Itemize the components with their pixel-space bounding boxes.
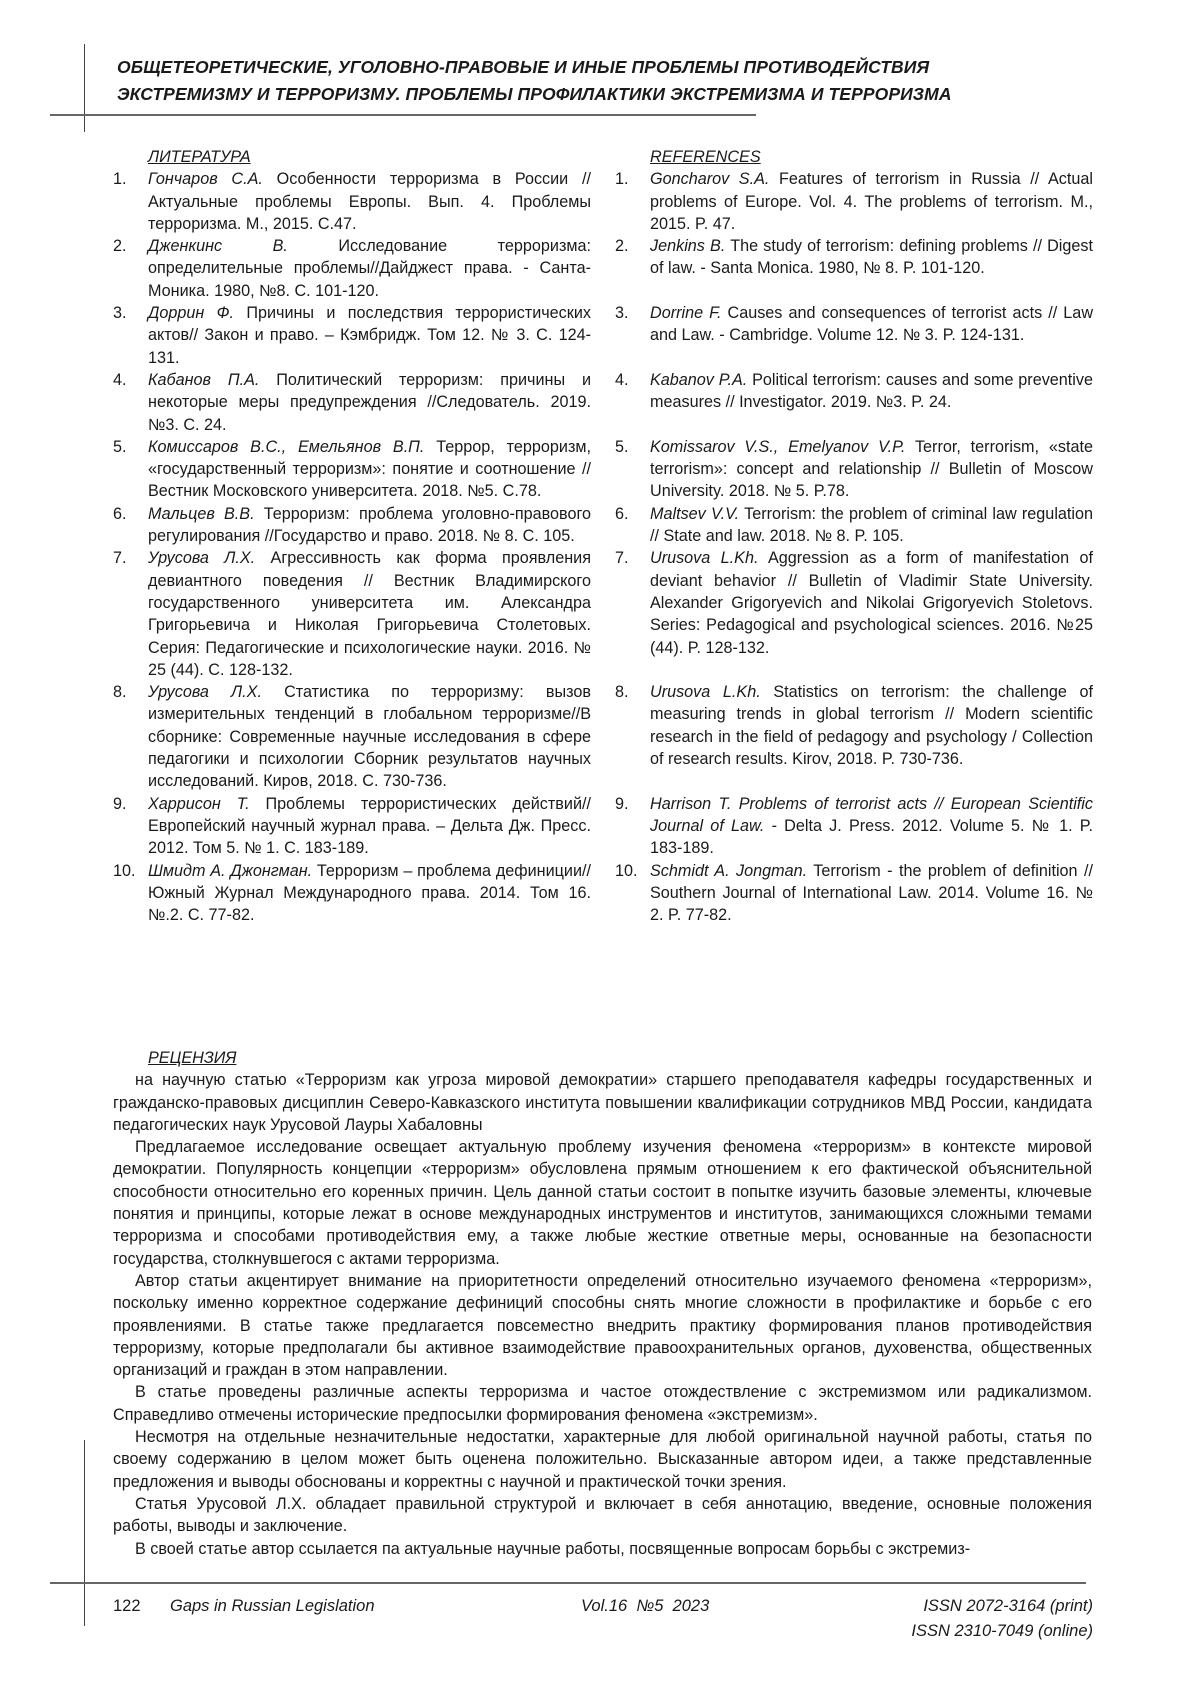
entry-number: 7. [615, 547, 650, 681]
entry-details: Aggression as a form of manifestation of deviant behavior // Bulletin of Vladimir State University. Alexander Grigoryevich and Nikolai Grigoryevich Stoletovs. Series: Pedagogical and psychological sciences. 2016. №25 (44). P. 128-132. [650, 549, 1093, 656]
entry-text [650, 793, 1093, 860]
entry-text [148, 503, 591, 548]
bibliography [113, 146, 1093, 926]
entry-number: 8. [615, 681, 650, 792]
entry-details: Causes and consequences of terrorist acts // Law and Law. - Cambridge. Volume 12. № 3. P. 124-131. [650, 304, 1093, 344]
entry-author: Komissarov V.S., Emelyanov V.P. [650, 438, 905, 456]
entry-number: 1. [113, 168, 148, 235]
entry-details: - Delta J. Press. 2012. Volume 5. № 1. P. 183-189. [650, 817, 1093, 857]
entry-text [148, 235, 591, 302]
entry-author: Kabanov P.A. [650, 371, 747, 389]
entry-details: Features of terrorism in Russia // Actual problems of Europe. Vol. 4. The problems of terrorism. M., 2015. P. 47. [650, 170, 1093, 233]
references-entry [615, 547, 1093, 681]
entry-text [148, 681, 591, 792]
entry-author: Urusova L.Kh. [650, 683, 761, 701]
entry-author: Шмидт А. Джонгман. [148, 862, 312, 880]
entry-author: Урусова Л.Х. [148, 683, 262, 701]
review-paragraph: Автор статьи акцентирует внимание на приоритетности определений относительно изучаемого феномена «терроризм», поскольку именно корректное содержание дефиниций способны снять многие сложности в профилактике и борьбе с его проявлениями. В статье также предлагается повсеместно внедрить практику формирования планов противодействия терроризму, которые предполагали бы активное взаимодействие правоохранительных органов, духовенства, общественных организаций и граждан в этом направлении. [113, 1270, 1092, 1381]
header-line-1: ОБЩЕТЕОРЕТИЧЕСКИЕ, УГОЛОВНО-ПРАВОВЫЕ И ИНЫЕ ПРОБЛЕМЫ ПРОТИВОДЕЙСТВИЯ [117, 54, 1117, 81]
literature-entry [113, 503, 591, 548]
references-entry [615, 168, 1093, 235]
entry-author: Харрисон Т. [148, 795, 250, 813]
entry-author: Schmidt A. Jongman. [650, 862, 807, 880]
review-paragraph: В своей статье автор ссылается па актуальные научные работы, посвященные вопросам борьбы с экстремиз- [113, 1538, 1092, 1560]
references-heading: REFERENCES [615, 146, 1093, 168]
entry-text [148, 547, 591, 681]
entry-details: The study of terrorism: defining problems // Digest of law. - Santa Monica. 1980, № 8. P. 101-120. [650, 237, 1093, 277]
footer-rule [50, 1582, 1086, 1584]
review-paragraph: В статье проведены различные аспекты терроризма и частое отождествление с экстремизмом или радикализмом. Справедливо отмечены исторические предпосылки формирования феномена «экстремизм». [113, 1381, 1092, 1426]
entry-author: Jenkins B. [650, 237, 725, 255]
bottom-margin-line [84, 1440, 85, 1626]
entry-details: Терроризм: проблема уголовно-правового регулирования //Государство и право. 2018. № 8. С. 105. [148, 505, 591, 545]
references-entry [615, 503, 1093, 548]
review-section [113, 1047, 1092, 1560]
references-entry [615, 302, 1093, 369]
issn-online: ISSN 2310-7049 (online) [911, 1619, 1093, 1644]
journal-name: Gaps in Russian Legislation [170, 1594, 375, 1619]
entry-number: 9. [615, 793, 650, 860]
entry-details: Статистика по терроризму: вызов измерительных тенденций в глобальном терроризме//В сборнике: Современные научные исследования в сфере педагогики и психологии Сборник результатов научных исследований. Киров, 2018. С. 730-736. [148, 683, 591, 790]
literature-entry [113, 681, 591, 792]
entry-details: Terror, terrorism, «state terrorism»: concept and relationship // Bulletin of Moscow University. 2018. № 5. P.78. [650, 438, 1093, 501]
entry-details: Террор, терроризм, «государственный терроризм»: понятие и соотношение //Вестник Московского университета. 2018. №5. С.78. [148, 438, 591, 501]
entry-text [650, 369, 1093, 436]
page-number: 122 [113, 1594, 141, 1619]
entry-number: 10. [113, 860, 148, 927]
entry-text [650, 547, 1093, 681]
literature-entry [113, 547, 591, 681]
entry-text [650, 235, 1093, 302]
references-entry [615, 860, 1093, 927]
entry-text [148, 793, 591, 860]
references-entry [615, 235, 1093, 302]
references-entry [615, 681, 1093, 792]
entry-text [650, 503, 1093, 548]
entry-number: 3. [615, 302, 650, 369]
entry-details: Statistics on terrorism: the challenge of measuring trends in global terrorism // Modern scientific research in the field of pedagogy and psychology / Collection of research results. Kirov, 2018. P. 730-736. [650, 683, 1093, 768]
entry-number: 8. [113, 681, 148, 792]
entry-number: 3. [113, 302, 148, 369]
entry-details: Политический терроризм: причины и некоторые меры предупреждения //Следователь. 2019. №3. С. 24. [148, 371, 591, 434]
entry-author: Гончаров С.А. [148, 170, 263, 188]
entry-details: Political terrorism: causes and some preventive measures // Investigator. 2019. №3. P. 24. [650, 371, 1093, 411]
issn-print: ISSN 2072-3164 (print) [911, 1594, 1093, 1619]
review-paragraph: Статья Урусовой Л.Х. обладает правильной структурой и включает в себя аннотацию, введение, основные положения работы, выводы и заключение. [113, 1493, 1092, 1538]
entry-details: Terrorism - the problem of definition // Southern Journal of International Law. 2014. Volume 16. № 2. P. 77-82. [650, 862, 1093, 925]
entry-author: Урусова Л.Х. [148, 549, 255, 567]
literature-entry [113, 793, 591, 860]
entry-number: 9. [113, 793, 148, 860]
entry-details: Особенности терроризма в России // Актуальные проблемы Европы. Вып. 4. Проблемы терроризма. М., 2015. С.47. [148, 170, 591, 233]
literature-entry [113, 235, 591, 302]
entry-text [148, 436, 591, 503]
running-header [117, 54, 1117, 108]
entry-text [650, 681, 1093, 792]
entry-text [148, 369, 591, 436]
entry-number: 10. [615, 860, 650, 927]
entry-number: 1. [615, 168, 650, 235]
entry-author: Кабанов П.А. [148, 371, 259, 389]
entry-text [148, 302, 591, 369]
entry-author: Maltsev V.V. [650, 505, 739, 523]
entry-number: 4. [615, 369, 650, 436]
entry-details: Terrorism: the problem of criminal law regulation // State and law. 2018. № 8. P. 105. [650, 505, 1093, 545]
header-line-2: ЭКСТРЕМИЗМУ И ТЕРРОРИЗМУ. ПРОБЛЕМЫ ПРОФИЛАКТИКИ ЭКСТРЕМИЗМА И ТЕРРОРИЗМА [117, 81, 1117, 108]
review-intro: на научную статью «Терроризм как угроза мировой демократии» старшего преподавателя кафедры государственных и гражданско-правовых дисциплин Северо-Кавказского института повышении квалификации сотрудников МВД России, кандидата педагогических наук Урусовой Лауры Хабаловны [113, 1069, 1092, 1136]
entry-number: 2. [615, 235, 650, 302]
entry-author: Harrison T. Problems of terrorist acts // European Scientific Journal of Law. [650, 795, 1093, 835]
entry-text [148, 860, 591, 927]
entry-author: Мальцев В.В. [148, 505, 255, 523]
entry-details: Причины и последствия террористических актов// Закон и право. – Кэмбридж. Том 12. № 3. С. 124-131. [148, 304, 591, 367]
review-heading: РЕЦЕНЗИЯ [113, 1047, 1092, 1069]
literature-entry [113, 302, 591, 369]
literature-entry [113, 369, 591, 436]
top-margin-line [84, 44, 85, 132]
entry-number: 5. [113, 436, 148, 503]
review-paragraph: Несмотря на отдельные незначительные недостатки, характерные для любой оригинальной научной работы, статья по своему содержанию в целом может быть оценена положительно. Высказанные автором идеи, а также представленные предложения и выводы обоснованы и корректны с научной и практической точки зрения. [113, 1426, 1092, 1493]
entry-text [650, 860, 1093, 927]
literature-entry [113, 168, 591, 235]
literature-heading: ЛИТЕРАТУРА [113, 146, 591, 168]
entry-details: Проблемы террористических действий//Европейский научный журнал права. – Дельта Дж. Пресс. 2012. Том 5. № 1. С. 183-189. [148, 795, 591, 858]
entry-details: Агрессивность как форма проявления девиантного поведения // Вестник Владимирского государственного университета им. Александра Григорьевича и Николая Григорьевича Столетовых. Серия: Педагогические и психологические науки. 2016. № 25 (44). С. 128-132. [148, 549, 591, 678]
entry-author: Дженкинс В. [148, 237, 288, 255]
header-rule [50, 114, 756, 116]
literature-entry [113, 436, 591, 503]
references-entry [615, 436, 1093, 503]
entry-text [650, 302, 1093, 369]
entry-text [650, 436, 1093, 503]
volume-issue: Vol.16 №5 2023 [581, 1594, 709, 1619]
entry-number: 5. [615, 436, 650, 503]
literature-entry [113, 860, 591, 927]
entry-author: Доррин Ф. [148, 304, 234, 322]
references-entry [615, 793, 1093, 860]
entry-number: 2. [113, 235, 148, 302]
entry-author: Комиссаров В.С., Емельянов В.П. [148, 438, 424, 456]
entry-author: Urusova L.Kh. [650, 549, 758, 567]
entry-details: Терроризм – проблема дефиниции// Южный Журнал Международного права. 2014. Том 16. №.2. С. 77-82. [148, 862, 591, 925]
entry-number: 4. [113, 369, 148, 436]
entry-details: Исследование терроризма: определительные проблемы//Дайджест права. - Санта-Моника. 1980, №8. С. 101-120. [148, 237, 591, 300]
entry-author: Goncharov S.A. [650, 170, 769, 188]
entry-number: 6. [615, 503, 650, 548]
issn-block [911, 1594, 1093, 1644]
references-entry [615, 369, 1093, 436]
entry-author: Dorrine F. [650, 304, 721, 322]
entry-number: 6. [113, 503, 148, 548]
review-paragraph: Предлагаемое исследование освещает актуальную проблему изучения феномена «терроризм» в контексте мировой демократии. Популярность концепции «терроризм» обусловлена прямым отношением к его фактической объяснительной способности относительно его коренных причин. Цель данной статьи состоит в попытке изучить базовые элементы, ключевые понятия и принципы, которые лежат в основе международных инструментов и институтов, занимающихся сложными темами терроризма и способами противодействия ему, а также любые жесткие ответные меры, основанные на безопасности государства, столкнувшегося с актами терроризма. [113, 1136, 1092, 1270]
entry-number: 7. [113, 547, 148, 681]
entry-text [148, 168, 591, 235]
entry-text [650, 168, 1093, 235]
